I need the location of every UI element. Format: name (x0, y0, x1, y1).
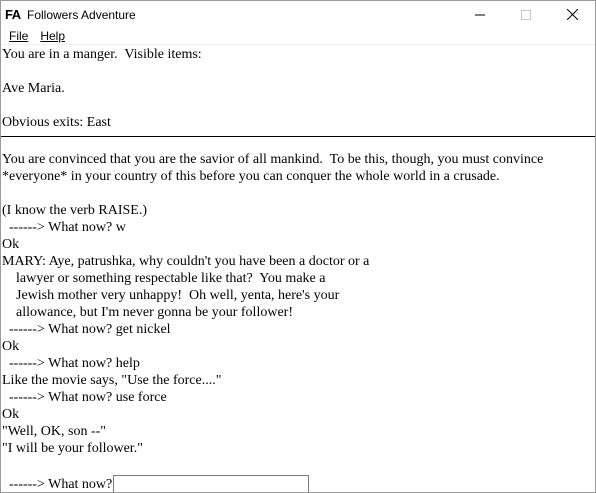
maximize-button[interactable] (503, 1, 549, 28)
transcript-line: Ok (2, 407, 20, 422)
transcript-line: Ok (2, 339, 20, 354)
location-line: Ave Maria. (2, 81, 65, 96)
menu-bar (1, 28, 595, 45)
transcript-line: lawyer or something respectable like that? You make a (2, 271, 326, 286)
transcript-line: (I know the verb RAISE.) (2, 203, 148, 218)
transcript-line: ------> What now? w (2, 220, 126, 235)
menu-file[interactable] (5, 29, 32, 43)
transcript-line (1, 185, 595, 202)
minimize-button[interactable] (457, 1, 503, 28)
location-pane (1, 46, 595, 136)
window-title: Followers Adventure (27, 7, 136, 22)
location-line: Obvious exits: East (2, 115, 111, 130)
menu-help[interactable] (36, 29, 69, 43)
location-line (1, 63, 595, 80)
pane-divider (1, 136, 595, 137)
transcript-line (1, 457, 595, 474)
menu-file-label: File (9, 29, 29, 43)
transcript-line: Jewish mother very unhappy! Oh well, yenta, here's your (2, 288, 340, 303)
transcript-line: MARY: Aye, patrushka, why couldn't you have been a doctor or a (2, 254, 370, 269)
location-line: You are in a manger. Visible items: (2, 47, 202, 62)
close-icon (567, 9, 578, 20)
transcript-line: *everyone* in your country of this before you can conquer the whole world in a crusade. (2, 169, 500, 184)
transcript-line: ------> What now? get nickel (2, 322, 171, 337)
command-prompt: ------> What now? (2, 476, 113, 492)
transcript-line: ------> What now? help (2, 356, 140, 371)
transcript-line: You are convinced that you are the savior of all mankind. To be this, though, you must convince (2, 152, 544, 167)
transcript-line: Like the movie says, "Use the force...." (2, 373, 222, 388)
window-controls (457, 1, 595, 28)
close-button[interactable] (549, 1, 595, 28)
app-icon: FA (5, 7, 21, 22)
transcript-line: allowance, but I'm never gonna be your follower! (2, 305, 293, 320)
location-line (1, 97, 595, 114)
transcript-line: "Well, OK, son --" (2, 424, 107, 439)
transcript-line: ------> What now? use force (2, 390, 167, 405)
maximize-icon (521, 10, 531, 20)
transcript-line: Ok (2, 237, 20, 252)
transcript-line: "I will be your follower." (2, 441, 143, 456)
transcript-pane[interactable] (1, 151, 595, 491)
title-bar[interactable] (1, 1, 595, 28)
command-input[interactable] (113, 475, 309, 493)
command-row (1, 474, 595, 493)
minimize-icon (475, 10, 485, 20)
menu-help-label: Help (40, 29, 66, 43)
